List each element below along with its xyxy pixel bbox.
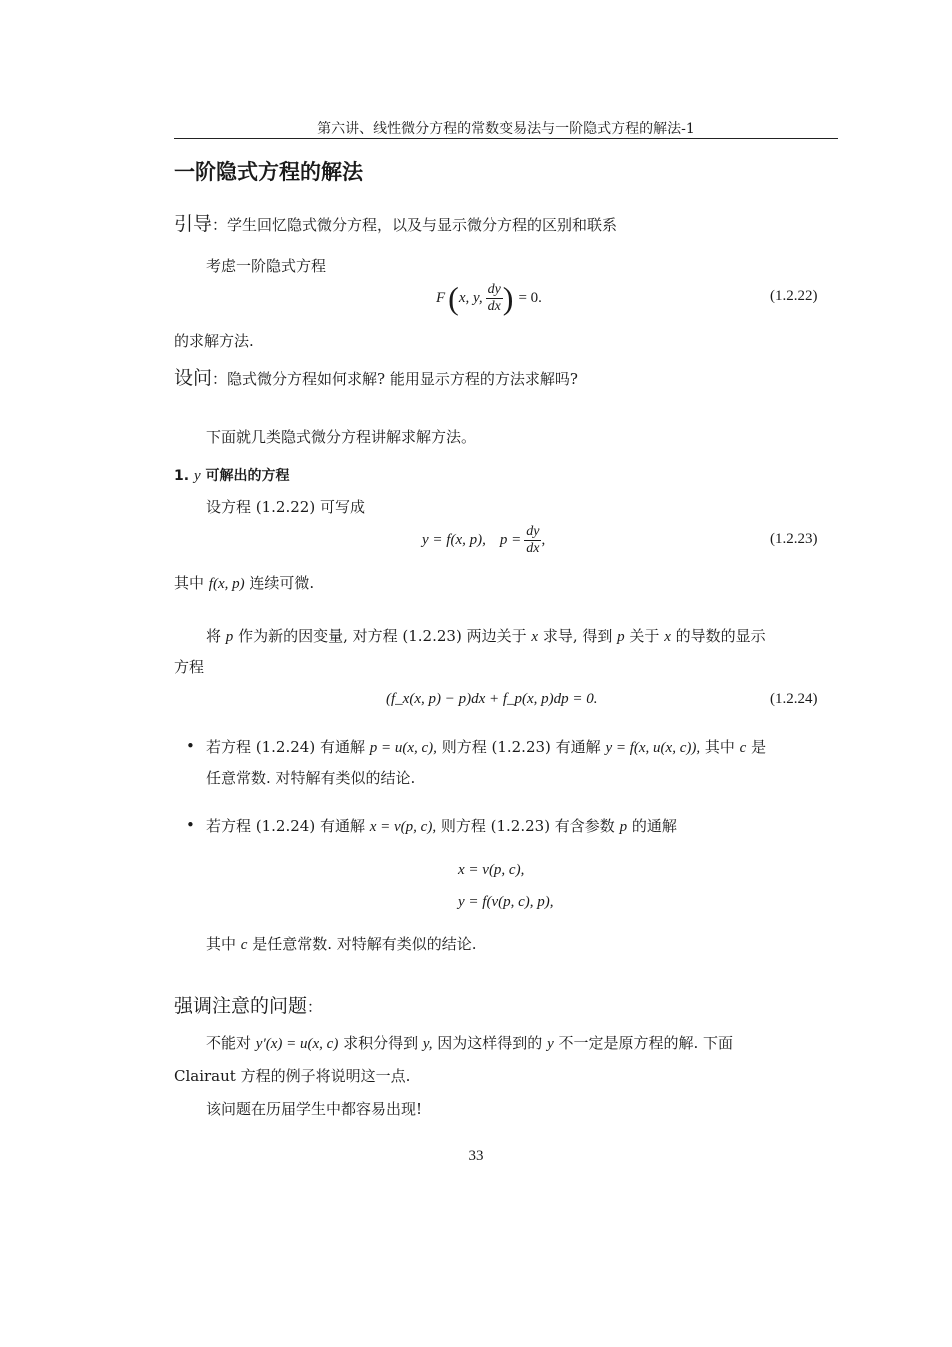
b1-math-d: y = f(x, u(x, c)), bbox=[605, 740, 701, 756]
b1-text-a: 若方程 (1.2.24) 有通解 bbox=[206, 738, 365, 756]
deriv-var-p2: p bbox=[617, 629, 625, 645]
intro-line bbox=[174, 214, 617, 235]
b2-after-a: 其中 bbox=[206, 935, 237, 953]
emph-text-a: 不能对 bbox=[206, 1034, 252, 1052]
eq22-rhs: = 0. bbox=[518, 289, 542, 306]
b2-math-b: x = v(p, c), bbox=[369, 819, 437, 835]
emphasis-label: 强调注意的问题 bbox=[174, 995, 308, 1017]
emph-text-g: 不一定是原方程的解. 下面 bbox=[558, 1034, 734, 1052]
bullet-dot-1: • bbox=[186, 737, 195, 755]
emph-text-c: 求积分得到 bbox=[343, 1034, 419, 1052]
bullet-1-line2: 任意常数. 对特解有类似的结论. bbox=[206, 769, 416, 787]
derivation-line1 bbox=[206, 626, 766, 647]
eq23-fraction bbox=[524, 524, 541, 557]
equation-1-2-22 bbox=[436, 276, 542, 320]
b1-text-c: 则方程 (1.2.23) 有通解 bbox=[441, 738, 601, 756]
eq22-F: F bbox=[436, 289, 446, 306]
equation-1-2-24: (f_x(x, p) − p)dx + f_p(x, p)dp = 0. bbox=[386, 691, 598, 707]
consider-line: 考虑一阶隐式方程 bbox=[206, 257, 327, 275]
emphasis-line3: 该问题在历届学生中都容易出现! bbox=[206, 1100, 423, 1118]
question-text: 隐式微分方程如何求解? 能用显示方程的方法求解吗? bbox=[227, 370, 578, 388]
deriv-text-c: 作为新的因变量, 对方程 (1.2.23) 两边关于 bbox=[238, 627, 527, 645]
eq24-tag: (1.2.24) bbox=[770, 691, 818, 707]
emph-math-d: y, bbox=[422, 1036, 433, 1052]
b2-after-c: 是任意常数. 对特解有类似的结论. bbox=[252, 935, 477, 953]
intro-colon: ： bbox=[212, 216, 228, 234]
continuity-pre: 其中 bbox=[174, 574, 205, 592]
eq22-numerator: dy bbox=[487, 281, 501, 297]
emphasis-colon: ： bbox=[307, 998, 323, 1016]
deriv-text-g: 关于 bbox=[629, 627, 660, 645]
methods-paragraph: 下面就几类隐式微分方程讲解求解方法。 bbox=[206, 428, 477, 446]
b2-text-e: 的通解 bbox=[631, 817, 677, 835]
eq22-lparen: ( bbox=[448, 280, 459, 316]
deriv-var-x2: x bbox=[664, 629, 671, 645]
continuity-line bbox=[174, 573, 314, 594]
system-eq-2: y = f(v(p, c), p), bbox=[458, 894, 554, 910]
bullet-2-line1 bbox=[206, 816, 677, 837]
deriv-text-i: 的导数的显示 bbox=[675, 627, 766, 645]
deriv-var-p: p bbox=[225, 629, 234, 645]
emph-math-f: y bbox=[547, 1036, 554, 1052]
intro-label: 引导 bbox=[174, 213, 213, 235]
eq22-tag: (1.2.22) bbox=[770, 288, 818, 304]
sub1-line1: 设方程 (1.2.22) 可写成 bbox=[206, 498, 365, 516]
eq22-fraction bbox=[486, 282, 503, 315]
eq23-p: p = bbox=[499, 531, 522, 548]
emphasis-heading bbox=[174, 996, 322, 1017]
eq23-comma: , bbox=[541, 531, 546, 548]
subsection-var: y bbox=[193, 468, 201, 484]
derivation-line2: 方程 bbox=[174, 658, 205, 676]
emph-math-b: y′(x) = u(x, c) bbox=[255, 1036, 339, 1052]
subsection-number: 1. bbox=[174, 468, 190, 484]
intro-text: 学生回忆隐式微分方程，以及与显示微分方程的区别和联系 bbox=[227, 216, 618, 234]
eq22-rparen: ) bbox=[502, 280, 514, 316]
bullet-dot-2: • bbox=[186, 816, 195, 834]
header-rule bbox=[174, 138, 838, 139]
eq23-denominator: dx bbox=[526, 540, 540, 556]
bullet-1-line1 bbox=[206, 737, 766, 758]
emph-text-e: 因为这样得到的 bbox=[437, 1034, 543, 1052]
system-eq-1: x = v(p, c), bbox=[458, 862, 525, 878]
b2-after-b: c bbox=[240, 937, 248, 953]
b1-math-f: c bbox=[739, 740, 747, 756]
running-header: 第六讲、线性微分方程的常数变易法与一阶隐式方程的解法-1 bbox=[317, 121, 695, 137]
eq22-args: x, y, bbox=[458, 289, 483, 306]
intro-after: 的求解方法. bbox=[174, 332, 254, 350]
subsection-text: 可解出的方程 bbox=[205, 468, 290, 484]
eq23-left: y = f(x, p), bbox=[422, 531, 486, 548]
question-colon: ： bbox=[212, 370, 228, 388]
eq22-denominator: dx bbox=[487, 298, 501, 314]
b2-math-d: p bbox=[619, 819, 628, 835]
question-line bbox=[174, 368, 578, 389]
bullet-2-after bbox=[206, 934, 477, 955]
b1-text-e: 其中 bbox=[704, 738, 735, 756]
page-number: 33 bbox=[468, 1148, 484, 1164]
subsection-title bbox=[174, 465, 289, 485]
question-label: 设问 bbox=[174, 367, 213, 389]
deriv-var-x: x bbox=[531, 629, 539, 645]
emphasis-line2: Clairaut 方程的例子将说明这一点. bbox=[174, 1067, 411, 1085]
section-title: 一阶隐式方程的解法 bbox=[174, 160, 363, 184]
eq23-numerator: dy bbox=[526, 523, 540, 539]
equation-1-2-23 bbox=[422, 521, 545, 559]
continuity-post: 连续可微. bbox=[249, 574, 315, 592]
b1-text-g: 是 bbox=[751, 738, 767, 756]
deriv-text-a: 将 bbox=[206, 627, 222, 645]
deriv-text-e: 求导, 得到 bbox=[542, 627, 613, 645]
b2-text-a: 若方程 (1.2.24) 有通解 bbox=[206, 817, 365, 835]
continuity-math: f(x, p) bbox=[208, 576, 245, 592]
emphasis-line1 bbox=[206, 1033, 733, 1054]
eq23-tag: (1.2.23) bbox=[770, 531, 818, 547]
b2-text-c: 则方程 (1.2.23) 有含参数 bbox=[440, 817, 615, 835]
b1-math-b: p = u(x, c), bbox=[369, 740, 437, 756]
